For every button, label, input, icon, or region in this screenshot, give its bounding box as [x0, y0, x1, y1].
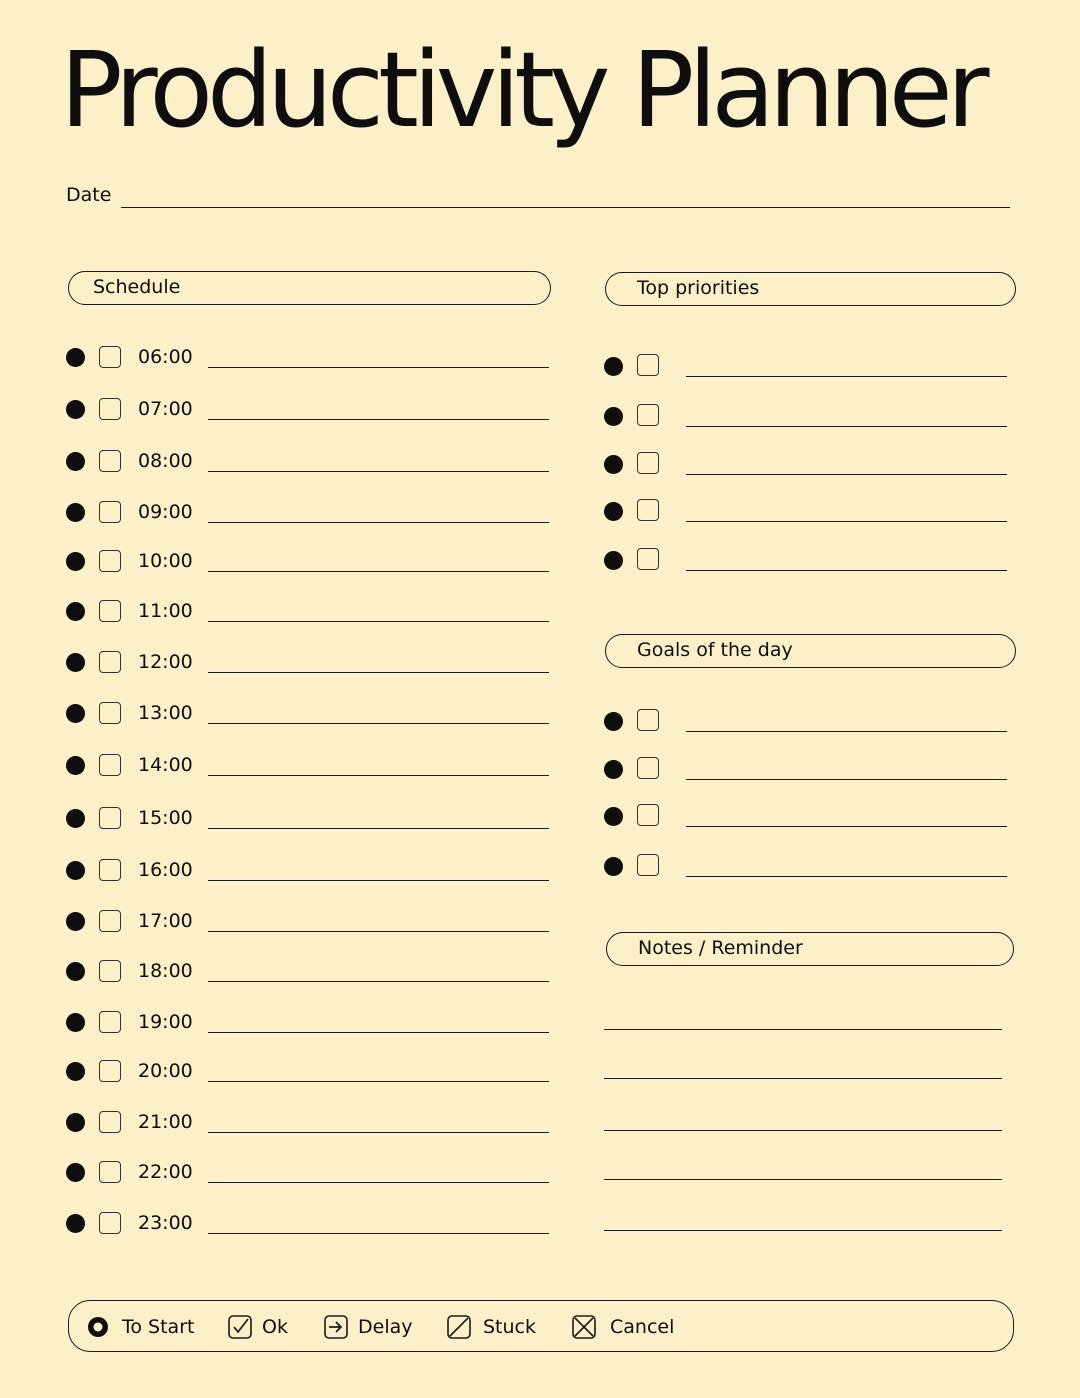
note-line[interactable] [604, 1029, 1002, 1030]
entry-line[interactable] [686, 521, 1007, 522]
time-label: 21:00 [138, 1111, 193, 1133]
schedule-header-label: Schedule [93, 276, 181, 298]
entry-line[interactable] [686, 474, 1007, 475]
checkbox[interactable] [99, 910, 121, 932]
bullet-icon [66, 962, 85, 981]
entry-line[interactable] [686, 876, 1007, 877]
date-field[interactable] [121, 207, 1010, 208]
entry-line[interactable] [208, 1182, 549, 1183]
bullet-icon [604, 407, 623, 426]
checkbox[interactable] [637, 804, 659, 826]
time-label: 19:00 [138, 1011, 193, 1033]
time-label: 20:00 [138, 1060, 193, 1082]
to-start-icon [86, 1315, 110, 1339]
bullet-icon [604, 807, 623, 826]
checkbox[interactable] [637, 548, 659, 570]
entry-line[interactable] [208, 419, 549, 420]
checkbox[interactable] [637, 404, 659, 426]
bullet-icon [604, 712, 623, 731]
bullet-icon [66, 1013, 85, 1032]
checkbox[interactable] [99, 346, 121, 368]
checkbox[interactable] [99, 1060, 121, 1082]
bullet-icon [66, 552, 85, 571]
checkbox[interactable] [99, 398, 121, 420]
checkbox[interactable] [637, 709, 659, 731]
top-priorities-header-label: Top priorities [637, 277, 760, 299]
time-label: 15:00 [138, 807, 193, 829]
bullet-icon [604, 455, 623, 474]
checkbox[interactable] [99, 1111, 121, 1133]
page-title: Productivity Planner [60, 29, 984, 151]
time-label: 06:00 [138, 346, 193, 368]
entry-line[interactable] [208, 1081, 549, 1082]
bullet-icon [604, 502, 623, 521]
time-label: 07:00 [138, 398, 193, 420]
bullet-icon [66, 1062, 85, 1081]
entry-line[interactable] [686, 826, 1007, 827]
notes-header [606, 932, 1014, 966]
checkbox[interactable] [637, 452, 659, 474]
checkbox[interactable] [99, 1011, 121, 1033]
bullet-icon [66, 602, 85, 621]
checkbox[interactable] [99, 1212, 121, 1234]
entry-line[interactable] [208, 621, 549, 622]
checkbox[interactable] [637, 757, 659, 779]
date-label: Date [66, 184, 112, 206]
entry-line[interactable] [208, 931, 549, 932]
bullet-icon [66, 348, 85, 367]
legend-ok-label: Ok [262, 1316, 288, 1338]
bullet-icon [66, 1214, 85, 1233]
goals-header-label: Goals of the day [637, 639, 793, 661]
entry-line[interactable] [208, 1233, 549, 1234]
checkbox[interactable] [99, 501, 121, 523]
entry-line[interactable] [208, 981, 549, 982]
time-label: 13:00 [138, 702, 193, 724]
time-label: 08:00 [138, 450, 193, 472]
bullet-icon [66, 704, 85, 723]
entry-line[interactable] [208, 672, 549, 673]
bullet-icon [66, 861, 85, 880]
goals-header [605, 634, 1016, 668]
bullet-icon [66, 912, 85, 931]
entry-line[interactable] [208, 1132, 549, 1133]
bullet-icon [604, 357, 623, 376]
top-priorities-header [605, 272, 1016, 306]
entry-line[interactable] [208, 1032, 549, 1033]
legend-cancel-label: Cancel [610, 1316, 675, 1338]
entry-line[interactable] [208, 775, 549, 776]
time-label: 17:00 [138, 910, 193, 932]
legend-to-start-label: To Start [122, 1316, 195, 1338]
checkbox[interactable] [637, 354, 659, 376]
schedule-header [68, 271, 551, 305]
checkbox[interactable] [637, 499, 659, 521]
checkbox[interactable] [99, 960, 121, 982]
time-label: 11:00 [138, 600, 193, 622]
bullet-icon [66, 452, 85, 471]
delay-arrow-box-icon [324, 1315, 348, 1339]
checked-box-icon [228, 1315, 252, 1339]
note-line[interactable] [604, 1130, 1002, 1131]
entry-line[interactable] [208, 367, 549, 368]
checkbox[interactable] [99, 702, 121, 724]
bullet-icon [66, 1163, 85, 1182]
entry-line[interactable] [208, 880, 549, 881]
bullet-icon [66, 503, 85, 522]
note-line[interactable] [604, 1230, 1002, 1231]
checkbox[interactable] [99, 754, 121, 776]
entry-line[interactable] [686, 376, 1007, 377]
checkbox[interactable] [99, 1161, 121, 1183]
bullet-icon [66, 400, 85, 419]
status-legend [68, 1300, 1014, 1352]
note-line[interactable] [604, 1078, 1002, 1079]
bullet-icon [66, 653, 85, 672]
time-label: 16:00 [138, 859, 193, 881]
time-label: 18:00 [138, 960, 193, 982]
bullet-icon [604, 760, 623, 779]
bullet-icon [66, 756, 85, 775]
checkbox[interactable] [99, 550, 121, 572]
checkbox[interactable] [637, 854, 659, 876]
checkbox[interactable] [99, 651, 121, 673]
time-label: 09:00 [138, 501, 193, 523]
checkbox[interactable] [99, 450, 121, 472]
entry-line[interactable] [208, 723, 549, 724]
time-label: 14:00 [138, 754, 193, 776]
entry-line[interactable] [208, 471, 549, 472]
slash-box-icon [447, 1315, 471, 1339]
entry-line[interactable] [208, 828, 549, 829]
entry-line[interactable] [686, 731, 1007, 732]
entry-line[interactable] [208, 571, 549, 572]
checkbox[interactable] [99, 600, 121, 622]
legend-delay-label: Delay [358, 1316, 413, 1338]
entry-line[interactable] [208, 522, 549, 523]
entry-line[interactable] [686, 570, 1007, 571]
checkbox[interactable] [99, 859, 121, 881]
time-label: 12:00 [138, 651, 193, 673]
note-line[interactable] [604, 1179, 1002, 1180]
time-label: 22:00 [138, 1161, 193, 1183]
bullet-icon [66, 1113, 85, 1132]
time-label: 23:00 [138, 1212, 193, 1234]
checkbox[interactable] [99, 807, 121, 829]
entry-line[interactable] [686, 779, 1007, 780]
bullet-icon [604, 551, 623, 570]
bullet-icon [66, 809, 85, 828]
bullet-icon [604, 857, 623, 876]
x-box-icon [572, 1315, 596, 1339]
legend-stuck-label: Stuck [483, 1316, 537, 1338]
notes-header-label: Notes / Reminder [638, 937, 803, 959]
time-label: 10:00 [138, 550, 193, 572]
entry-line[interactable] [686, 426, 1007, 427]
